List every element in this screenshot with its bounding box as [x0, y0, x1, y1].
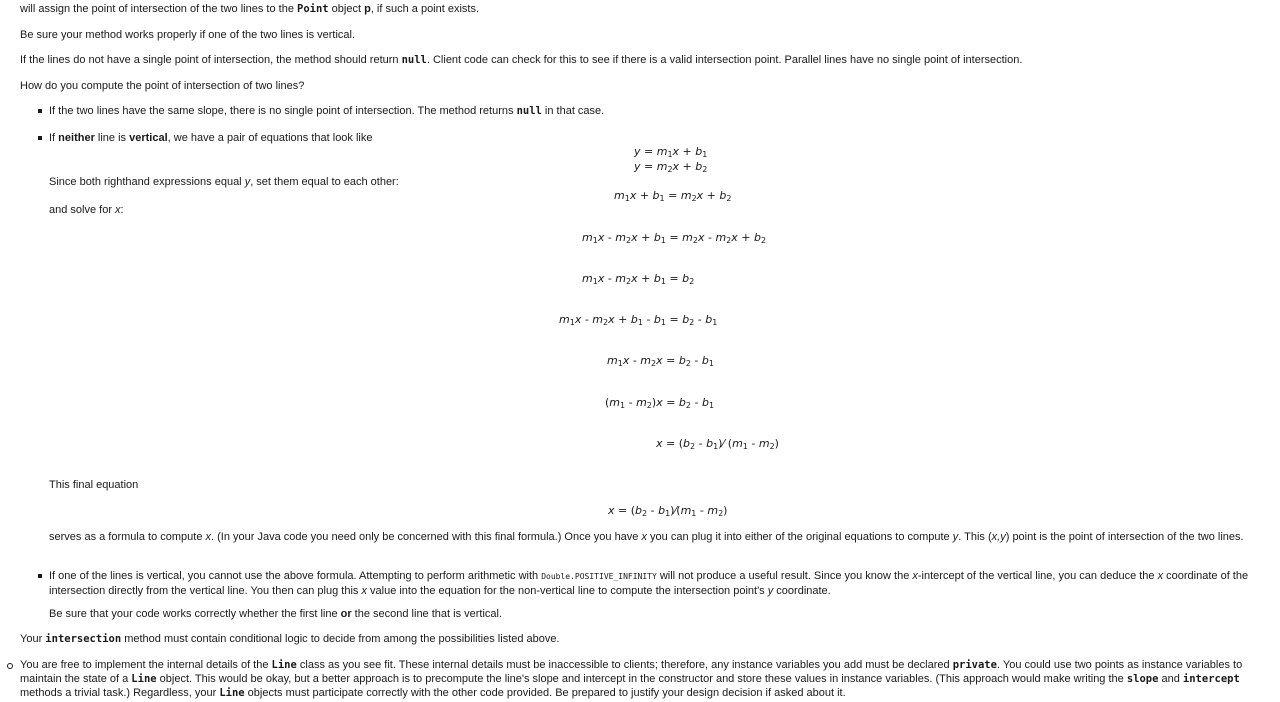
line-class-design-paragraph: You are free to implement the internal details of the Line class as you see fit. These internal details must be inaccessible to clients; therefore, any instance variables you add must be declared private. You could use two points as instance variables to maintain the state of a Line object. This would be okay, but a better approach is to precompute the line's slope and intercept in the constructor and store these values in instance variables. (This approach would make writing the slope and intercept methods a trivial task.) Regardless, your Line objects must participate correctly with the other code provided. Be prepared to justify your design decision if asked about it. [20, 659, 1243, 699]
equation-step1: $m_1x - m_2x + b_1 = m_2x - m_2x + b_2$ [582, 231, 767, 245]
same-slope-bullet: If the two lines have the same slope, there is no single point of intersection. The method returns null in that case. [49, 105, 605, 117]
equation-set-equal: $m_1x + b_1 = m_2x + b_2$ [614, 189, 732, 203]
equation-step3: $m_1x - m_2x + b_1 - b_1 = b_2 - b_1$ [559, 313, 718, 327]
how-compute-question: How do you compute the point of intersection of two lines? [20, 80, 305, 92]
first-or-second-vertical-note: Be sure that your code works correctly whether the first line or the second line that is vertical. [49, 608, 503, 620]
equation-step6: $x = (b_2$ - $b_1)⁄$ $(m_1 - m_2)$ [656, 437, 779, 451]
equation-step4: $m_1x - m_2x = b_2 - b_1$ [607, 354, 714, 368]
serves-as-formula-paragraph: serves as a formula to compute x. (In your Java code you need only be concerned with this final formula.) Once you have x you can plug it into either of the original equations to compute y. This (x,y) point is the point of intersection of the two lines. [49, 531, 1244, 543]
equation-step2: $m_1x - m_2x + b_1 = b_2$ [582, 272, 695, 286]
since-both-text: Since both righthand expressions equal y, set them equal to each other: [49, 176, 399, 188]
neither-vertical-bullet: If neither line is vertical, we have a pair of equations that look like [49, 132, 373, 144]
equation-final: $x = (b_2$ - $b_1)⁄(m_1 - m_2)$ [608, 504, 728, 518]
intersection-method-paragraph: Your intersection method must contain conditional logic to decide from among the possibilities listed above. [20, 633, 560, 645]
final-equation-text: This final equation [49, 479, 139, 491]
vertical-line-bullet: If one of the lines is vertical, you cannot use the above formula. Attempting to perform arithmetic with Double.POSITIVE_INFINITY will not produce a useful result. Since you know the x-intercept of the vertical line, you can deduce the x coordinate of the intersection directly from the vertical line. You then can plug this x value into the equation for the non-vertical line to compute the intersection point's y coordinate. [49, 570, 1249, 597]
null-return-paragraph: If the lines do not have a single point of intersection, the method should return null. Client code can check for this to see if there is a valid intersection point. Parallel lines have no single point of intersection. [20, 54, 1023, 66]
bullet-marker [38, 574, 42, 578]
bullet-marker [38, 136, 42, 140]
bullet-marker [38, 109, 42, 113]
solve-for-x-text: and solve for x: [49, 204, 124, 216]
intro-line: will assign the point of intersection of the two lines to the Point object p, if such a point exists. [20, 3, 480, 15]
circle-bullet-marker [7, 663, 13, 669]
equation-y-line1: $y = m_1x + b_1$ [634, 145, 708, 159]
point-class-code: Point [297, 3, 329, 15]
vertical-note-paragraph: Be sure your method works properly if one of the two lines is vertical. [20, 29, 356, 41]
equation-step5: $(m_1 - m_2)x = b_2 - b_1$ [605, 396, 715, 410]
equation-y-line2: $y = m_2x + b_2$ [634, 160, 708, 174]
